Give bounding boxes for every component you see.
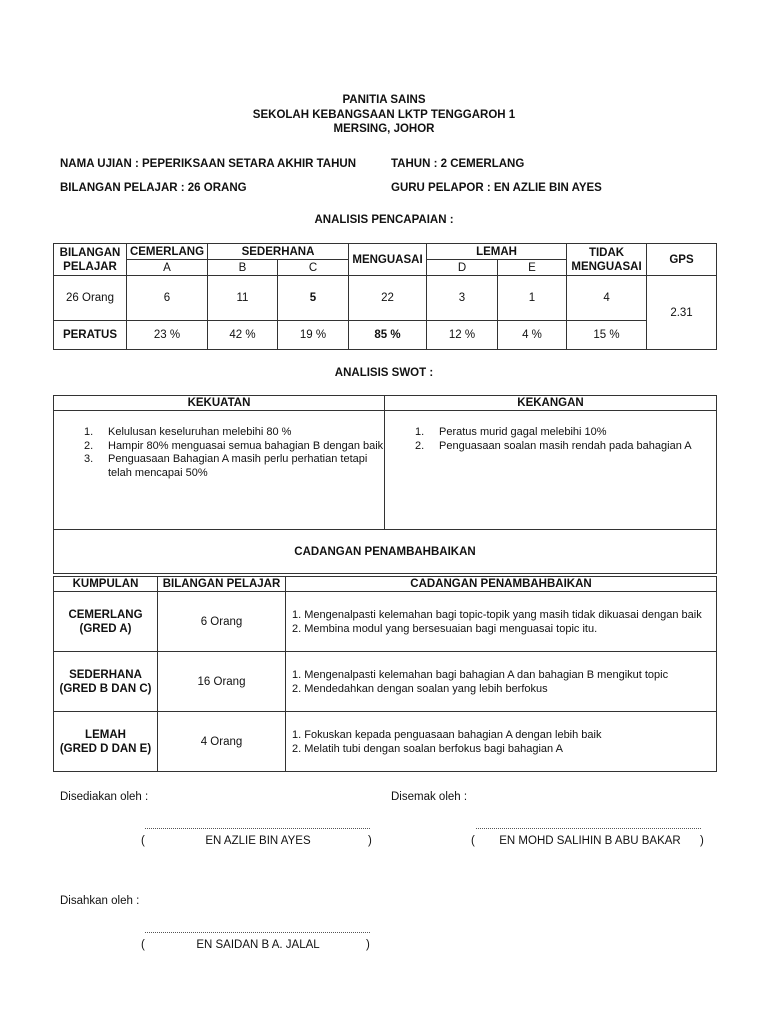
header-line-1: PANITIA SAINS [342,94,426,106]
percent-d: 12 % [427,321,498,350]
percent-tidak: 15 % [567,321,647,350]
kekangan-title: KEKANGAN [385,396,717,411]
count-d: 3 [427,276,498,321]
percent-e: 4 % [498,321,567,350]
header-c: C [278,260,349,276]
header-gps: GPS [647,244,717,276]
header-tidak: TIDAK [588,246,625,259]
header-e: E [498,260,567,276]
count-e: 1 [498,276,567,321]
header-cemerlang: CEMERLANG [127,244,208,260]
bracket-close: ) [368,835,372,847]
bracket-open: ( [141,835,145,847]
list-item: 2. Penguasaan soalan masih rendah pada bahagian A [415,439,692,452]
cadangan-table [53,576,717,772]
header-d: D [427,260,498,276]
percent-b: 42 % [208,321,278,350]
header-b: B [208,260,278,276]
header-menguasai: MENGUASAI [349,244,427,276]
header-kumpulan: KUMPULAN [54,577,158,592]
bracket-close: ) [700,835,704,847]
header-tidak-menguasai: MENGUASAI [571,260,642,273]
bilangan-pelajar: BILANGAN PELAJAR : 26 ORANG [60,182,247,194]
swot-table [53,395,717,574]
list-item: 1. Peratus murid gagal melebihi 10% [415,426,607,438]
list-item: 3. Penguasaan Bahagian A masih perlu perhatian tetapi telah mencapai 50% [84,453,368,479]
header-sederhana: SEDERHANA [208,244,349,260]
kekuatan-title: KEKUATAN [54,396,385,411]
count-menguasai: 22 [349,276,427,321]
bracket-open: ( [141,939,145,951]
cadangan-section-title: CADANGAN PENAMBAHBAIKAN [54,530,717,574]
signature-line [145,932,370,933]
percent-label: PERATUS [54,321,127,350]
nama-ujian: NAMA UJIAN : PEPERIKSAAN SETARA AKHIR TAHUN [60,158,357,170]
signer-name-2: EN MOHD SALIHIN B ABU BAKAR [499,835,681,847]
percent-menguasai: 85 % [349,321,427,350]
disahkan-label: Disahkan oleh : [60,895,140,907]
analisis-swot-title: ANALISIS SWOT : [334,367,434,379]
header-line-3: MERSING, JOHOR [333,123,435,135]
header-pelajar: PELAJAR [63,260,117,273]
signature-line [476,828,701,829]
signature-line [145,828,370,829]
header-lemah: LEMAH [427,244,567,260]
document-header [0,93,768,137]
table-row: SEDERHANA (GRED B DAN C) 16 Orang 1. Mengenalpasti kelemahan bagi bahagian A dan bahagian B mengikut topic 2. Mendedahkan dengan soalan yang lebih berfokus [54,652,717,712]
kekangan-list [415,426,716,453]
guru-pelapor: GURU PELAPOR : EN AZLIE BIN AYES [391,182,602,194]
header-bilangan-pelajar: BILANGAN PELAJAR [158,577,286,592]
gps-value: 2.31 [647,276,717,350]
disediakan-label: Disediakan oleh : [60,791,149,803]
table-row: LEMAH (GRED D DAN E) 4 Orang 1. Fokuskan kepada penguasaan bahagian A dengan lebih baik 2. Melatih tubi dengan soalan berfokus bagi bahagian A [54,712,717,772]
count-b: 11 [208,276,278,321]
count-c: 5 [278,276,349,321]
signer-name-1: EN AZLIE BIN AYES [205,835,311,847]
percent-c: 19 % [278,321,349,350]
disemak-label: Disemak oleh : [391,791,468,803]
analisis-pencapaian-title: ANALISIS PENCAPAIAN : [314,214,454,226]
bracket-open: ( [471,835,475,847]
header-a: A [127,260,208,276]
header-bilangan: BILANGAN [59,246,121,259]
tahun: TAHUN : 2 CEMERLANG [391,158,525,170]
achievement-table [53,243,717,350]
kekuatan-list [84,426,384,480]
signer-name-3: EN SAIDAN B A. JALAL [196,939,320,951]
count-a: 6 [127,276,208,321]
list-item: 2. Hampir 80% menguasai semua bahagian B dengan baik [84,439,384,452]
bracket-close: ) [366,939,370,951]
header-cadangan: CADANGAN PENAMBAHBAIKAN [286,577,717,592]
header-line-2: SEKOLAH KEBANGSAAN LKTP TENGGAROH 1 [252,108,516,121]
count-tidak: 4 [567,276,647,321]
percent-a: 23 % [127,321,208,350]
count-label: 26 Orang [54,276,127,321]
list-item: 1. Kelulusan keseluruhan melebihi 80 % [84,426,292,438]
table-row: CEMERLANG (GRED A) 6 Orang 1. Mengenalpasti kelemahan bagi topic-topik yang masih tidak dikuasai dengan baik 2. Membina modul yang bersesuaian bagi menguasai topic itu. [54,592,717,652]
